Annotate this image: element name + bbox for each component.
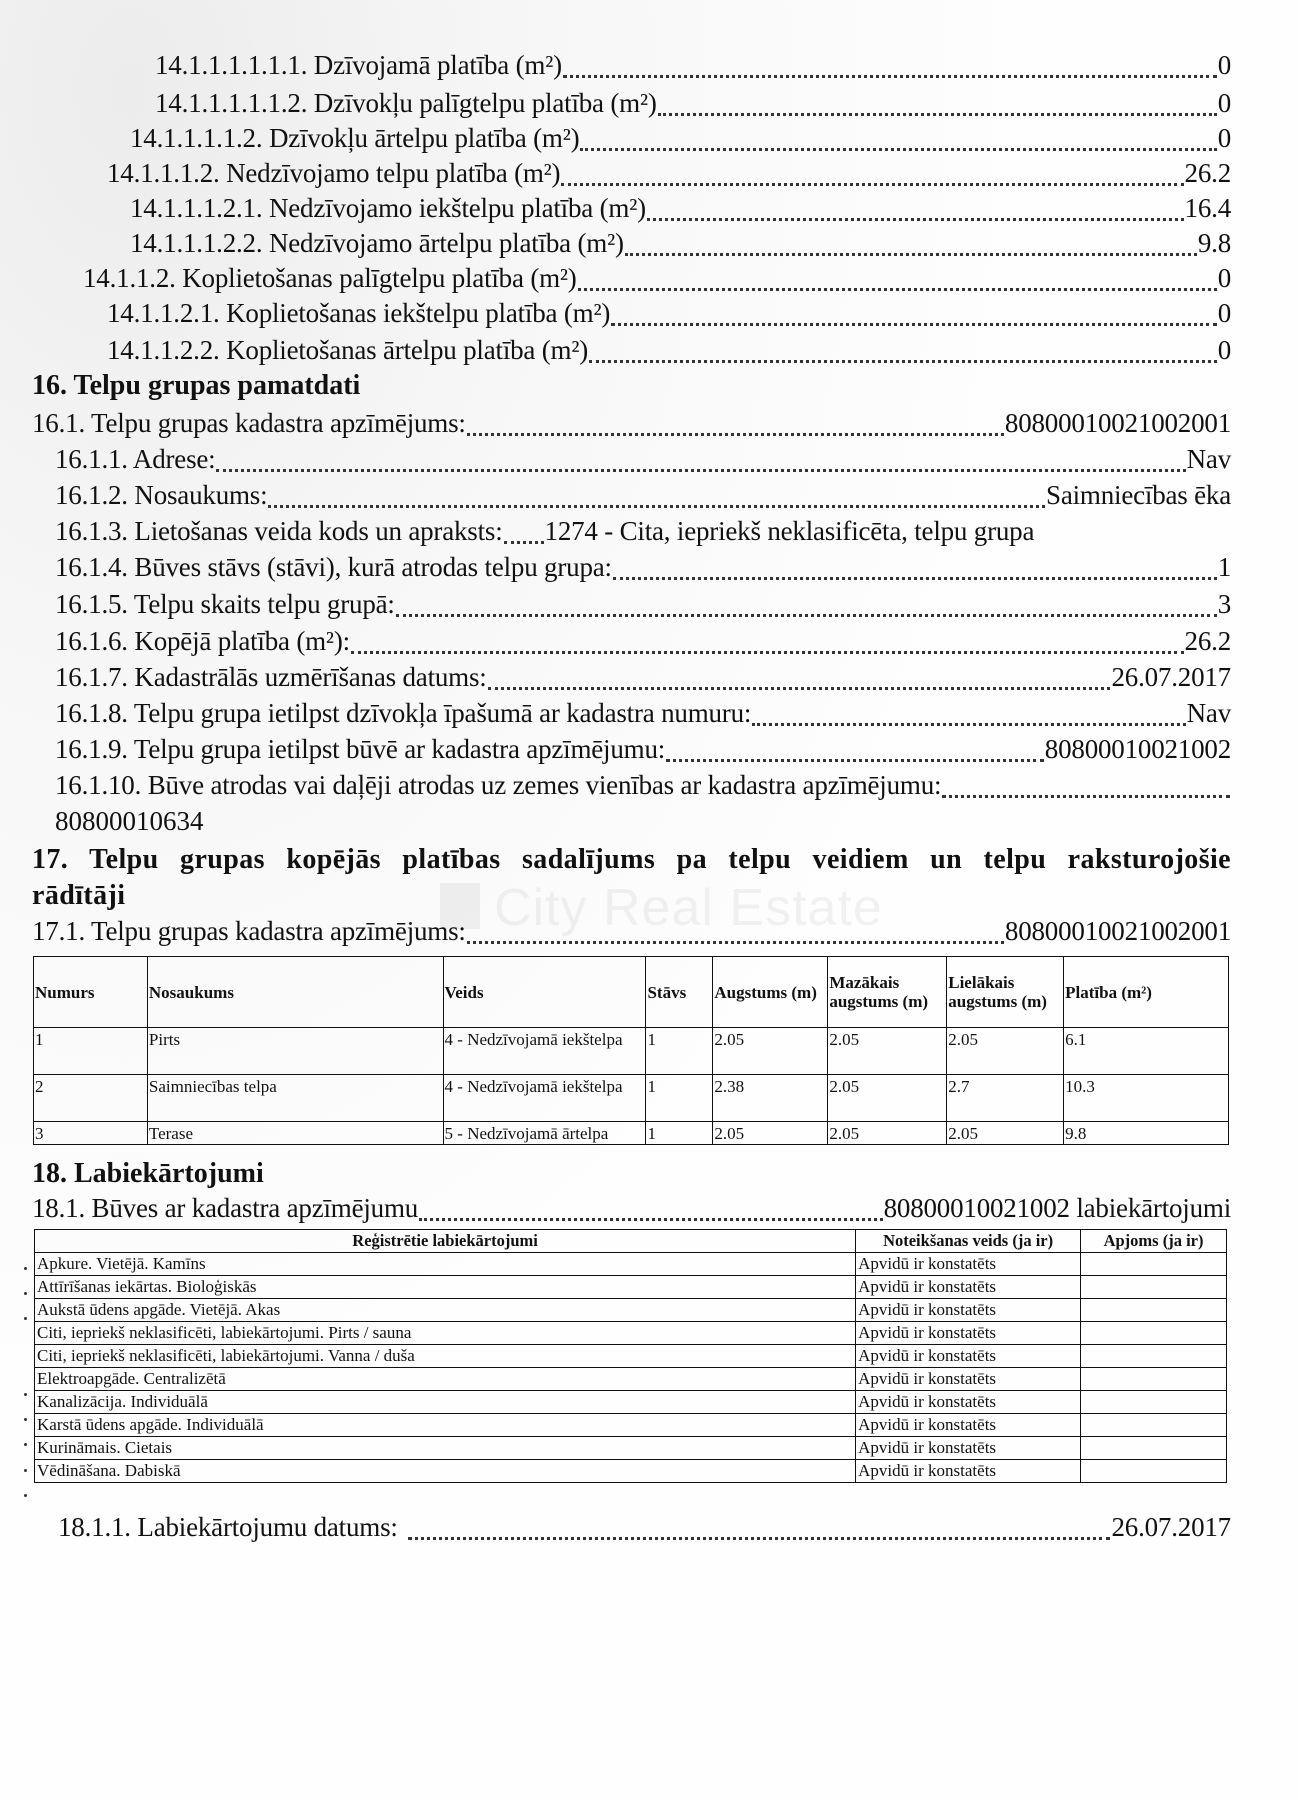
column-header: Reģistrētie labiekārtojumi xyxy=(35,1230,856,1253)
column-header: Noteikšanas veids (ja ir) xyxy=(856,1230,1081,1253)
table-row: Elektroapgāde. Centralizētā Apvidū ir konstatēts xyxy=(35,1368,1227,1391)
column-header: Nosaukums xyxy=(147,957,443,1028)
leader-dots xyxy=(580,147,1216,151)
leader-dots xyxy=(613,576,1217,580)
column-header: Platība (m²) xyxy=(1064,957,1229,1028)
table-row: Kanalizācija. Individuālā Apvidū ir konstatēts xyxy=(35,1391,1227,1414)
area-line: 14.1.1.1.2.2. Nedzīvojamo ārtelpu platība (m²) 9.8 xyxy=(130,228,1231,258)
margin-dot xyxy=(24,1267,27,1270)
info-line: 16.1.3. Lietošanas veida kods un apraksts: 1274 - Cita, iepriekš neklasificēta, telpu grupa xyxy=(55,516,1035,546)
table-header-row xyxy=(35,1230,1227,1253)
area-line: 14.1.1.1.2.1. Nedzīvojamo iekštelpu platība (m²) 16.4 xyxy=(130,193,1231,223)
leader-dots xyxy=(216,468,1185,472)
leader-dots xyxy=(467,940,1004,944)
margin-dot xyxy=(24,1317,27,1320)
margin-dot xyxy=(24,1292,27,1295)
column-header: Numurs xyxy=(34,957,148,1028)
table-row: 1 Pirts 4 - Nedzīvojamā iekštelpa 1 2.05 2.05 2.05 6.1 xyxy=(34,1028,1229,1075)
leader-dots xyxy=(561,182,1183,186)
area-line: 14.1.1.1.2. Nedzīvojamo telpu platība (m²) 26.2 xyxy=(107,158,1231,188)
leader-dots xyxy=(752,722,1185,726)
leader-dots xyxy=(578,287,1217,291)
table-row: Citi, iepriekš neklasificēti, labiekārtojumi. Pirts / sauna Apvidū ir konstatēts xyxy=(35,1322,1227,1345)
info-line: 16.1.4. Būves stāvs (stāvi), kurā atrodas telpu grupa: 1 xyxy=(55,552,1231,582)
table-row: 3 Terase 5 - Nedzīvojamā ārtelpa 1 2.05 2.05 2.05 9.8 xyxy=(34,1122,1229,1145)
table-row: Aukstā ūdens apgāde. Vietējā. Akas Apvidū ir konstatēts xyxy=(35,1299,1227,1322)
leader-dots xyxy=(488,686,1111,690)
rooms-table xyxy=(33,956,1229,1145)
info-line: 16.1.6. Kopējā platība (m²): 26.2 xyxy=(55,626,1231,656)
leader-dots xyxy=(467,432,1004,436)
leader-dots xyxy=(611,322,1217,326)
column-header: Mazākais augstums (m) xyxy=(828,957,947,1028)
margin-dot xyxy=(24,1393,27,1396)
table-row: Karstā ūdens apgāde. Individuālā Apvidū ir konstatēts xyxy=(35,1414,1227,1437)
leader-dots xyxy=(625,252,1197,256)
column-header: Apjoms (ja ir) xyxy=(1081,1230,1227,1253)
info-line: 16.1.5. Telpu skaits telpu grupā: 3 xyxy=(55,589,1231,619)
leader-dots xyxy=(942,794,1230,798)
land-cadastre-value: 80800010634 xyxy=(55,806,204,836)
building-line: 18.1. Būves ar kadastra apzīmējumu 80800010021002 labiekārtojumi xyxy=(32,1193,1231,1223)
leader-dots xyxy=(563,74,1217,78)
leader-dots xyxy=(419,1217,883,1221)
table-row: Apkure. Vietējā. Kamīns Apvidū ir konstatēts xyxy=(35,1253,1227,1276)
section-17-heading: 17. Telpu grupas kopējās platības sadalījums pa telpu veidiem un telpu raksturojošie rādītāji xyxy=(32,844,1231,911)
table-header-row xyxy=(34,957,1229,1028)
cadastre-line: 16.1. Telpu grupas kadastra apzīmējums: 80800010021002001 xyxy=(32,408,1231,438)
leader-dots xyxy=(268,504,1045,508)
info-line: 16.1.1. Adrese: Nav xyxy=(55,444,1231,474)
info-line: 16.1.10. Būve atrodas vai daļēji atrodas uz zemes vienības ar kadastra apzīmējumu: xyxy=(55,770,1231,806)
leader-dots xyxy=(589,359,1217,363)
leader-dots xyxy=(504,540,544,544)
leader-dots xyxy=(647,217,1184,221)
amenities-table xyxy=(34,1229,1227,1483)
margin-dot xyxy=(24,1469,27,1472)
amenities-date-line: 18.1.1. Labiekārtojumu datums: 26.07.2017 xyxy=(58,1512,1231,1542)
area-line: 14.1.1.2.2. Koplietošanas ārtelpu platība (m²) 0 xyxy=(107,335,1231,365)
table-row: Kurināmais. Cietais Apvidū ir konstatēts xyxy=(35,1437,1227,1460)
leader-dots xyxy=(658,112,1217,116)
margin-dot xyxy=(24,1443,27,1446)
area-line: 14.1.1.1.1.2. Dzīvokļu ārtelpu platība (m²) 0 xyxy=(130,123,1231,153)
column-header: Lielākais augstums (m) xyxy=(947,957,1064,1028)
watermark: City Real Estate xyxy=(440,878,883,938)
table-row: Vēdināšana. Dabiskā Apvidū ir konstatēts xyxy=(35,1460,1227,1483)
info-line: 16.1.9. Telpu grupa ietilpst būvē ar kadastra apzīmējumu: 80800010021002 xyxy=(55,734,1231,764)
margin-dot xyxy=(24,1418,27,1421)
leader-dots xyxy=(408,1536,1111,1540)
column-header: Stāvs xyxy=(646,957,713,1028)
area-line: 14.1.1.2.1. Koplietošanas iekštelpu platība (m²) 0 xyxy=(107,298,1231,328)
area-line: 14.1.1.1.1.1.2. Dzīvokļu palīgtelpu platība (m²) 0 xyxy=(155,88,1231,118)
info-line: 16.1.7. Kadastrālās uzmērīšanas datums: 26.07.2017 xyxy=(55,662,1231,692)
column-header: Veids xyxy=(443,957,646,1028)
leader-dots xyxy=(396,613,1217,617)
leader-dots xyxy=(351,650,1184,654)
area-line: 14.1.1.1.1.1.1. Dzīvojamā platība (m²) 0 xyxy=(155,50,1231,80)
section-16-heading: 16. Telpu grupas pamatdati xyxy=(32,370,361,401)
info-line: 16.1.8. Telpu grupa ietilpst dzīvokļa īpašumā ar kadastra numuru: Nav xyxy=(55,698,1231,728)
info-line: 16.1.2. Nosaukums: Saimniecības ēka xyxy=(55,480,1231,510)
leader-dots xyxy=(666,758,1044,762)
area-line: 14.1.1.2. Koplietošanas palīgtelpu platība (m²) 0 xyxy=(83,263,1231,293)
table-row: Citi, iepriekš neklasificēti, labiekārtojumi. Vanna / duša Apvidū ir konstatēts xyxy=(35,1345,1227,1368)
cadastre-line: 17.1. Telpu grupas kadastra apzīmējums: 80800010021002001 xyxy=(32,916,1231,946)
column-header: Augstums (m) xyxy=(713,957,828,1028)
table-row: 2 Saimniecības telpa 4 - Nedzīvojamā iekštelpa 1 2.38 2.05 2.7 10.3 xyxy=(34,1075,1229,1122)
margin-dot xyxy=(24,1494,27,1497)
table-row: Attīrīšanas iekārtas. Bioloģiskās Apvidū ir konstatēts xyxy=(35,1276,1227,1299)
section-18-heading: 18. Labiekārtojumi xyxy=(32,1158,264,1189)
